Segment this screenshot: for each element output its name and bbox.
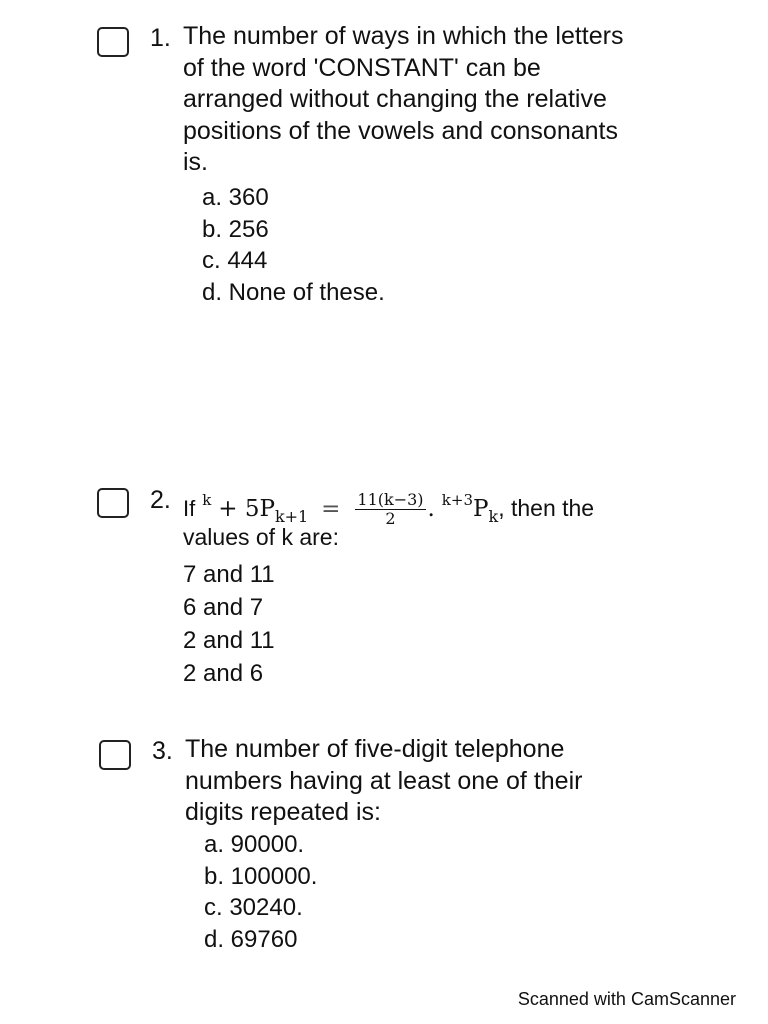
option-a: a. 90000.: [204, 831, 305, 858]
option-3: 2 and 11: [183, 627, 275, 654]
formula-plus-p: + 5P: [218, 496, 275, 522]
option-4: 2 and 6: [183, 660, 264, 687]
question-1-line: The number of ways in which the letters: [183, 22, 624, 50]
question-1-line: of the word 'CONSTANT' can be: [183, 53, 541, 82]
question-2-text: [183, 478, 594, 554]
fraction-denominator: 2: [385, 508, 396, 528]
question-2-line: values of k are:: [183, 524, 339, 550]
formula-p2: P: [473, 496, 489, 522]
question-1-line: positions of the vowels and consonants: [183, 116, 618, 145]
option-c: c. 30240.: [204, 894, 303, 921]
question-3-text: [185, 734, 582, 829]
formula-sup-2: k+3: [441, 491, 473, 509]
question-2-formula: [183, 478, 595, 528]
option-a: a. 360: [202, 184, 269, 211]
formula-sub-1: k+1: [274, 507, 309, 526]
question-1-text: [183, 21, 623, 179]
scanner-watermark: Scanned with CamScanner: [517, 989, 736, 1009]
option-d: d. None of these.: [202, 278, 385, 306]
formula-fraction: [355, 489, 425, 528]
option-b: b. 100000.: [204, 862, 318, 890]
question-3-checkbox[interactable]: [99, 740, 131, 770]
question-1-number: 1.: [150, 24, 171, 52]
fraction-numerator: 11(k−3): [357, 489, 424, 509]
question-1-line: arranged without changing the relative: [183, 85, 607, 113]
question-1-line: is.: [183, 148, 208, 176]
question-3-line: digits repeated is:: [185, 798, 381, 826]
question-3-options: [204, 829, 317, 955]
question-1-checkbox[interactable]: [97, 27, 129, 57]
formula-prefix: If: [183, 496, 196, 521]
question-2-checkbox[interactable]: [97, 488, 129, 518]
option-b: b. 256: [202, 215, 269, 243]
option-d: d. 69760: [204, 925, 298, 953]
formula-k-sup: k: [202, 491, 212, 509]
question-3-line: numbers having at least one of their: [185, 766, 583, 795]
option-c: c. 444: [202, 247, 268, 274]
question-3-line: The number of five-digit telephone: [185, 735, 565, 763]
question-3-number: 3.: [152, 737, 173, 765]
question-2-number: 2.: [150, 486, 171, 514]
question-1-options: [202, 182, 385, 308]
formula-sub-2: k: [488, 507, 499, 526]
question-2-options: [183, 558, 275, 690]
option-2: 6 and 7: [183, 594, 264, 621]
formula-suffix: , then the: [498, 495, 595, 521]
formula-equals: =: [321, 496, 341, 522]
option-1: 7 and 11: [183, 561, 275, 588]
formula-dot: .: [427, 496, 435, 522]
